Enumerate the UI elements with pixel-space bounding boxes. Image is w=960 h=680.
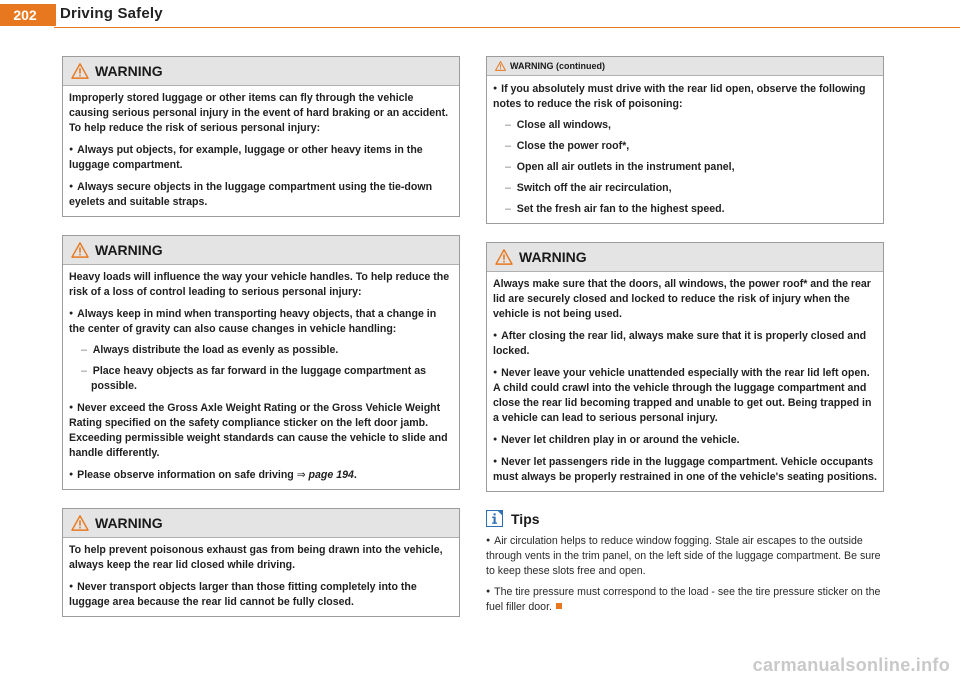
warning-box-exhaust — [62, 508, 460, 617]
warning-box-continued — [486, 56, 884, 224]
watermark: carmanualsonline.info — [752, 655, 950, 675]
page-number-badge — [0, 4, 50, 26]
warning-header — [63, 57, 459, 86]
warning-text: To help prevent poisonous exhaust gas from being drawn into the vehicle, always keep the rear lid closed while driving. — [69, 544, 443, 571]
section-title: Driving Safely — [60, 5, 163, 22]
bullet-item: ● After closing the rear lid, always make sure that it is properly closed and locked. — [493, 328, 877, 359]
dash-item: – Always distribute the load as evenly as possible. — [69, 343, 453, 358]
page-number: 202 — [13, 7, 37, 23]
bullet-item: ● Never let passengers ride in the luggage compartment. Vehicle occupants must always be properly restrained in one of the vehicle's seating positions. — [493, 454, 877, 485]
bullet-item: ● Never leave your vehicle unattended especially with the rear lid left open. A child could crawl into the vehicle through the luggage compartment and close the rear lid becoming trapped and unable to get out. Being trapped in a vehicle can lead to serious personal injury. — [493, 365, 877, 426]
warning-header — [487, 243, 883, 272]
bullet-item: ● Never transport objects larger than those fitting completely into the luggage area because the rear lid cannot be fully closed. — [69, 579, 453, 610]
warning-triangle-icon — [495, 249, 513, 265]
right-column — [486, 56, 884, 620]
section-end-marker — [556, 603, 562, 609]
bullet-item: ● Always keep in mind when transporting heavy objects, that a change in the center of gravity can also cause changes in vehicle handling: — [69, 306, 453, 337]
warning-triangle-icon — [495, 61, 506, 71]
warning-body — [63, 538, 459, 616]
tips-body — [486, 533, 884, 615]
tip-item: ● Air circulation helps to reduce window fogging. Stale air escapes to the outside through vents in the trim panel, on the left side of the luggage compartment. Be sure to keep these slots free and open. — [486, 533, 884, 579]
warning-text: Always make sure that the doors, all windows, the power roof* and the rear lid are securely closed and locked to reduce the risk of injury when the vehicle is not being used. — [493, 278, 871, 320]
tips-header — [486, 510, 884, 527]
warning-title: WARNING — [95, 515, 163, 531]
dash-item: – Close the power roof*, — [493, 139, 877, 154]
left-column — [62, 56, 460, 635]
dash-item: – Place heavy objects as far forward in the luggage compartment as possible. — [69, 364, 453, 394]
bullet-item: ● Always put objects, for example, luggage or other heavy items in the luggage compartment. — [69, 142, 453, 173]
warning-title: WARNING — [519, 249, 587, 265]
tips-title: Tips — [511, 510, 540, 527]
warning-box-doors — [486, 242, 884, 492]
cross-reference-link[interactable]: ⇒ page 194 — [296, 469, 354, 481]
warning-text: Improperly stored luggage or other items can fly through the vehicle causing serious personal injury in the event of hard braking or an accident. To help reduce the risk of serious personal injury: — [69, 92, 449, 134]
warning-box-heavy-loads — [62, 235, 460, 490]
warning-box-luggage — [62, 56, 460, 217]
bullet-item: ● Always secure objects in the luggage compartment using the tie-down eyelets and suitable straps. — [69, 179, 453, 210]
warning-triangle-icon — [71, 242, 89, 258]
dash-item: – Switch off the air recirculation, — [493, 181, 877, 196]
page-header — [0, 0, 960, 30]
warning-body — [487, 272, 883, 491]
warning-body — [63, 265, 459, 489]
warning-triangle-icon — [71, 515, 89, 531]
bullet-item: ● Never exceed the Gross Axle Weight Rating or the Gross Vehicle Weight Rating specified on the safety compliance sticker on the left door jamb. Exceeding permissible weight standards can cause the vehicle to slide and handle differently. — [69, 400, 453, 461]
warning-title: WARNING — [95, 63, 163, 79]
warning-title: WARNING (continued) — [510, 61, 605, 71]
warning-header — [63, 236, 459, 265]
bullet-item: ● Never let children play in or around the vehicle. — [493, 432, 877, 448]
bullet-item: ● If you absolutely must drive with the rear lid open, observe the following notes to reduce the risk of poisoning: — [493, 81, 877, 112]
warning-body — [487, 76, 883, 223]
tip-item: ● The tire pressure must correspond to the load - see the tire pressure sticker on the fuel filler door. — [486, 584, 884, 615]
dash-item: – Open all air outlets in the instrument panel, — [493, 160, 877, 175]
bullet-item: ● Please observe information on safe driving ⇒ page 194. — [69, 467, 453, 483]
header-divider — [54, 27, 960, 28]
warning-header — [487, 57, 883, 76]
warning-title: WARNING — [95, 242, 163, 258]
warning-triangle-icon — [71, 63, 89, 79]
dash-item: – Close all windows, — [493, 118, 877, 133]
warning-header — [63, 509, 459, 538]
warning-body — [63, 86, 459, 216]
arrow-right-icon: ⇒ — [296, 469, 306, 481]
warning-text: Heavy loads will influence the way your vehicle handles. To help reduce the risk of a loss of control leading to serious personal injury: — [69, 271, 450, 298]
tips-section — [486, 510, 884, 615]
dash-item: – Set the fresh air fan to the highest speed. — [493, 202, 877, 217]
info-note-icon — [486, 510, 503, 527]
